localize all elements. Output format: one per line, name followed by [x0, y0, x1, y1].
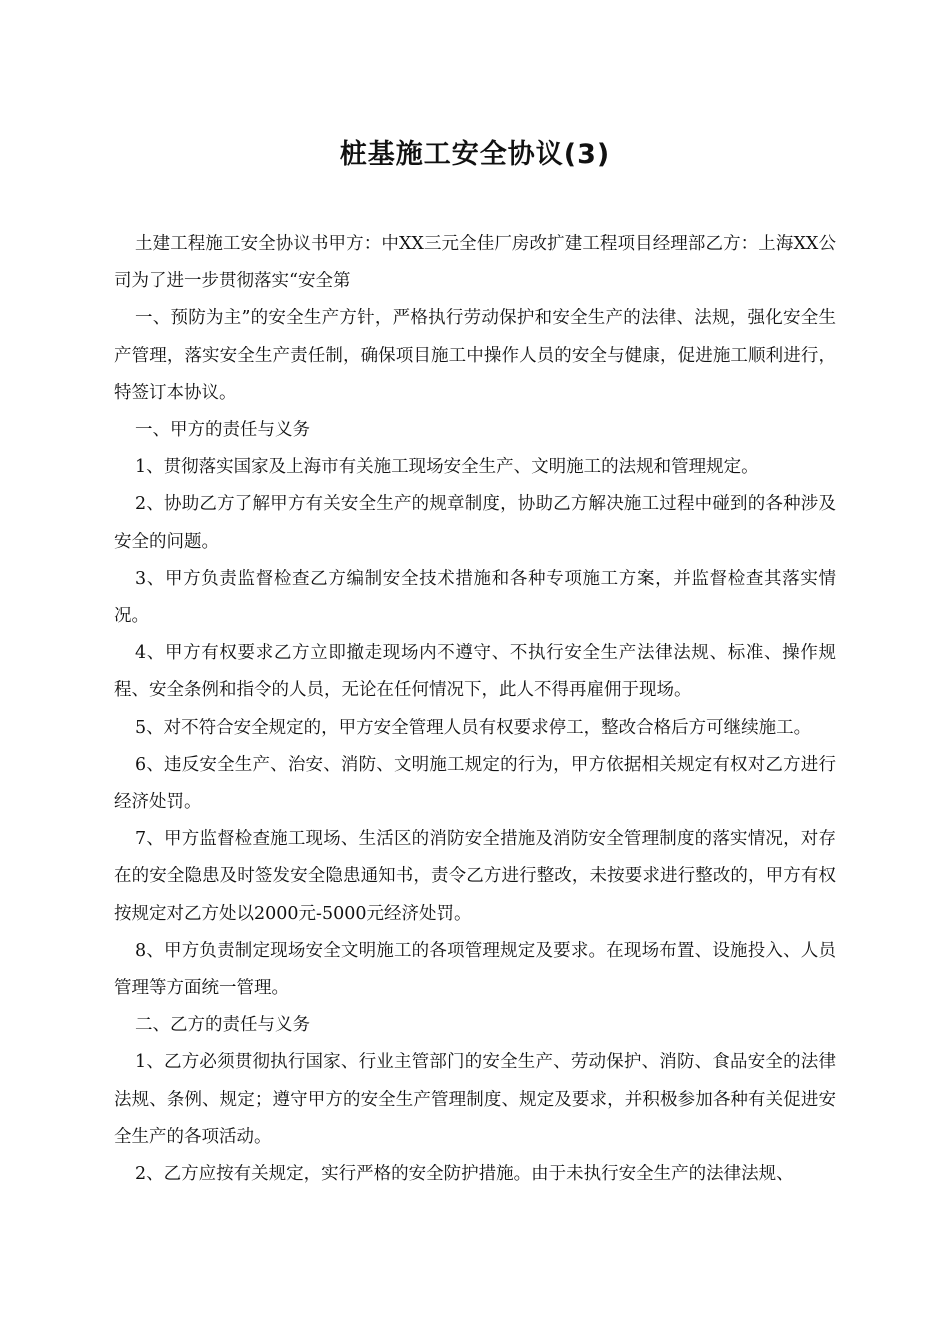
clause: 2、乙方应按有关规定，实行严格的安全防护措施。由于未执行安全生产的法律法规、: [135, 1164, 794, 1185]
clause: 4、甲方有权要求乙方立即撤走现场内不遵守、不执行安全生产法律法规、标准、操作规程、安全条例和指令的人员，无论在任何情况下，此人不得再雇佣于现场。: [114, 643, 836, 701]
document-title: 桩基施工安全协议(3): [339, 139, 611, 170]
section-heading-party-a: 一、甲方的责任与义务: [135, 420, 310, 441]
clause: 2、协助乙方了解甲方有关安全生产的规章制度，协助乙方解决施工过程中碰到的各种涉及安全的问题。: [114, 494, 836, 552]
clause: 1、乙方必须贯彻执行国家、行业主管部门的安全生产、劳动保护、消防、食品安全的法律法规、条例、规定；遵守甲方的安全生产管理制度、规定及要求，并积极参加各种有关促进安全生产的各项活动。: [114, 1052, 836, 1147]
clause: 1、贯彻落实国家及上海市有关施工现场安全生产、文明施工的法规和管理规定。: [135, 457, 759, 478]
section-heading-party-b: 二、乙方的责任与义务: [135, 1015, 310, 1036]
clause: 3、甲方负责监督检查乙方编制安全技术措施和各种专项施工方案，并监督检查其落实情况。: [114, 568, 836, 627]
clause: 5、对不符合安全规定的，甲方安全管理人员有权要求停工，整改合格后方可继续施工。: [135, 717, 812, 738]
clause: 8、甲方负责制定现场安全文明施工的各项管理规定及要求。在现场布置、设施投入、人员管理等方面统一管理。: [114, 940, 836, 999]
paragraph: 一、预防为主”的安全生产方针，严格执行劳动保护和安全生产的法律、法规，强化安全生产管理，落实安全生产责任制，确保项目施工中操作人员的安全与健康，促进施工顺利进行，特签订本协议。: [114, 308, 836, 403]
paragraph: 土建工程施工安全协议书甲方：中XX三元全佳厂房改扩建工程项目经理部乙方：上海XX公司为了进一步贯彻落实“安全第: [114, 234, 836, 292]
clause: 7、甲方监督检查施工现场、生活区的消防安全措施及消防安全管理制度的落实情况，对存在的安全隐患及时签发安全隐患通知书，责令乙方进行整改，未按要求进行整改的，甲方有权按规定对乙方处以2000元-5000元经济处罚。: [114, 829, 836, 924]
clause: 6、违反安全生产、治安、消防、文明施工规定的行为，甲方依据相关规定有权对乙方进行经济处罚。: [114, 754, 836, 813]
document-body: [114, 226, 836, 1193]
